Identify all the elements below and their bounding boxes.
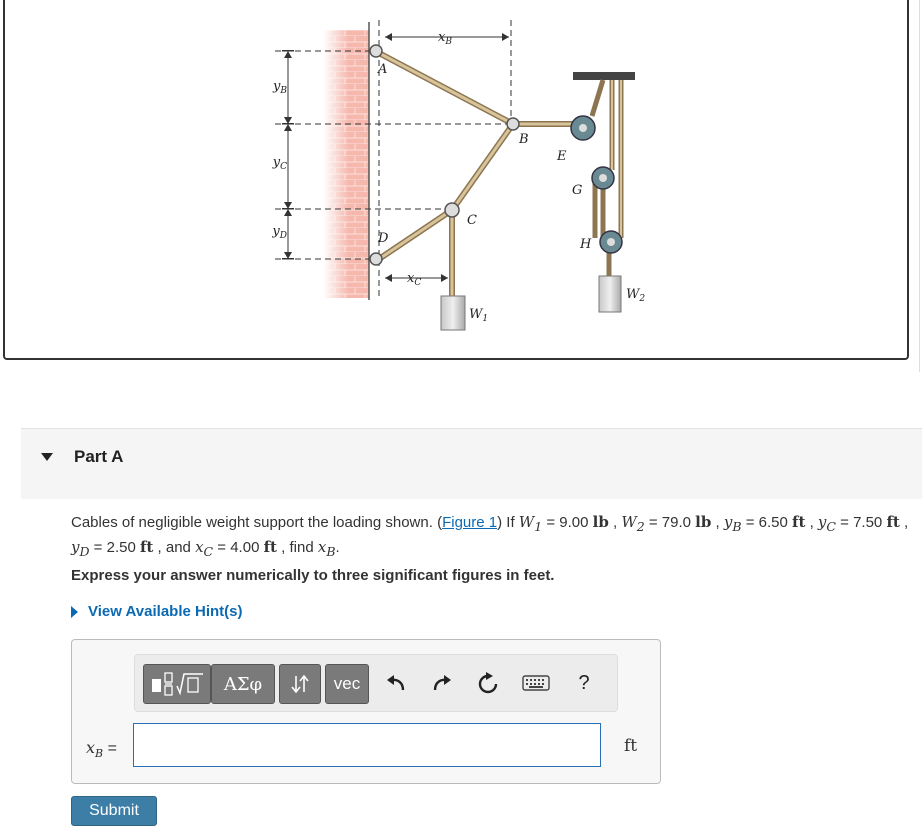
undo-button[interactable] — [381, 668, 411, 698]
part-title: Part A — [74, 447, 124, 466]
answer-unit: ft — [624, 736, 638, 756]
label-W2: $W_2$ — [626, 287, 646, 304]
label-E: E — [557, 149, 567, 164]
label-H: H — [580, 237, 592, 252]
templates-icon — [149, 671, 205, 697]
submit-button[interactable]: Submit — [71, 796, 157, 826]
figure-diagram — [5, 0, 907, 358]
label-yC: $y_C$ — [272, 155, 287, 172]
caret-right-icon — [71, 606, 78, 618]
templates-button[interactable] — [143, 664, 211, 704]
figure-panel — [3, 0, 909, 360]
part-a-header[interactable] — [21, 428, 922, 499]
ceiling-support — [573, 72, 635, 80]
help-button[interactable] — [569, 668, 599, 698]
keyboard-icon — [522, 674, 550, 692]
arrows-button[interactable] — [279, 664, 321, 704]
label-xB: $x_B$ — [438, 30, 452, 47]
instruction-text: Express your answer numerically to three significant figures in feet. — [71, 567, 555, 584]
anchor-A — [370, 45, 382, 57]
label-yD: $y_D$ — [272, 224, 287, 241]
label-yB: $y_B$ — [273, 79, 287, 96]
weight-W2-block — [599, 276, 621, 312]
arrows-icon — [289, 673, 311, 695]
label-C: C — [467, 213, 477, 228]
answer-variable-label: $x_B$ = — [86, 738, 117, 761]
redo-icon — [431, 672, 453, 694]
weight-W1-block — [441, 296, 465, 330]
label-xC: $x_C$ — [407, 271, 422, 288]
greek-icon: ΑΣφ — [223, 673, 263, 695]
redo-button[interactable] — [427, 668, 457, 698]
label-G: G — [572, 183, 583, 198]
page-divider — [919, 0, 920, 372]
problem-statement: Cables of negligible weight support the loading shown. (Figure 1) If $W_1 = 9.00$ lb , $W_2 = 79.0$ lb , $y_B = 6.50$ ft , $y_C = 7.50$ ft , $y_D = 2.50$ ft , and $x_C = 4.00$ ft , find $x_B$. — [71, 513, 909, 559]
anchor-D — [370, 253, 382, 265]
vec-button[interactable] — [325, 664, 369, 704]
view-hints-link[interactable]: View Available Hint(s) — [71, 603, 243, 620]
pulley-C — [445, 203, 459, 217]
help-icon: ? — [578, 671, 590, 694]
reset-icon — [477, 672, 499, 694]
answer-panel — [71, 639, 661, 784]
undo-icon — [385, 672, 407, 694]
vec-icon: vec — [333, 674, 361, 693]
figure-link[interactable]: Figure 1 — [442, 514, 498, 531]
answer-input[interactable] — [133, 723, 601, 767]
joint-B — [507, 118, 519, 130]
keyboard-button[interactable] — [519, 668, 553, 698]
math-toolbar — [134, 654, 618, 712]
caret-down-icon[interactable] — [39, 449, 55, 465]
label-W1: $W_1$ — [469, 307, 489, 324]
greek-button[interactable] — [211, 664, 275, 704]
reset-button[interactable] — [473, 668, 503, 698]
label-A: A — [378, 62, 388, 77]
label-B: B — [519, 132, 529, 147]
label-D: D — [378, 231, 389, 246]
